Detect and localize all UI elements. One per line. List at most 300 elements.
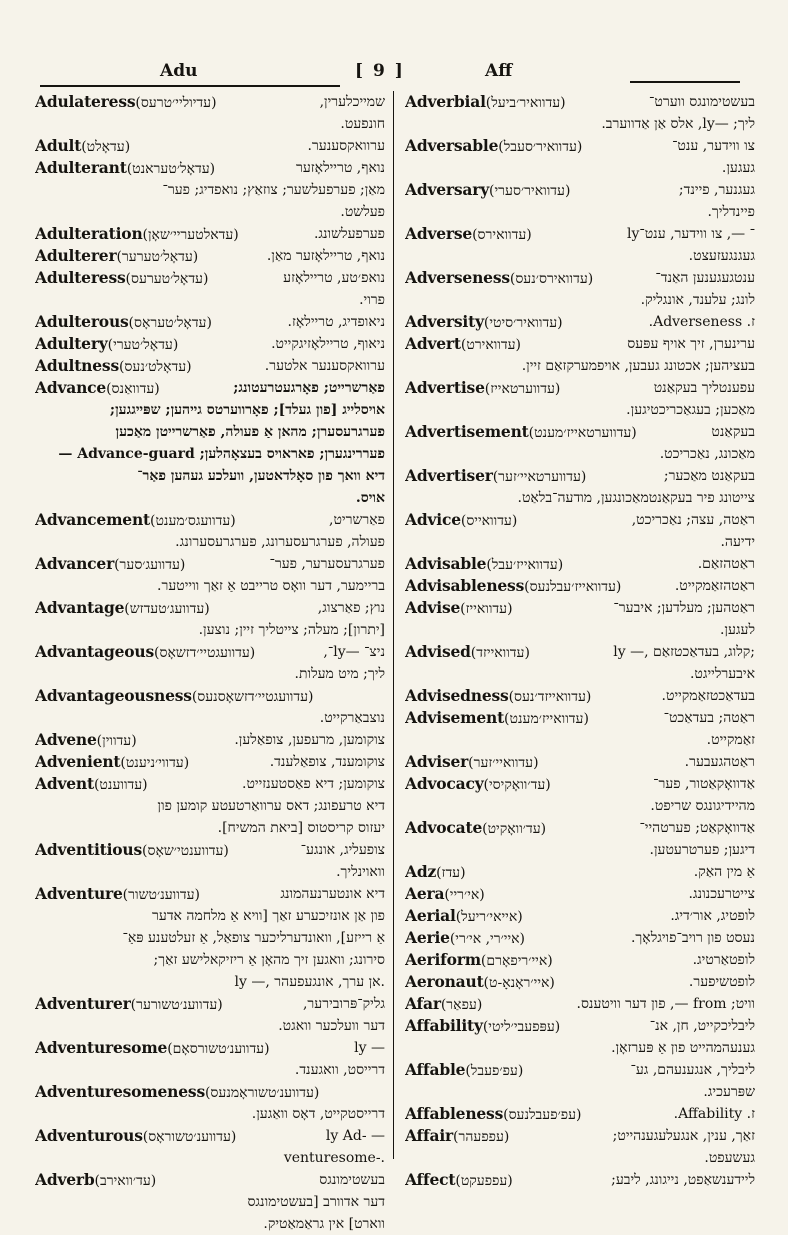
headword: Advance [35,378,107,397]
entry-head [35,1081,324,1103]
entry-first-line [405,927,755,949]
headword: Advent [35,774,94,793]
entry-first-line [405,377,755,399]
headword: Adversity [405,312,484,331]
entry-head [405,553,568,575]
pronunciation: (עדוואירס׳נעס) [509,271,598,287]
dictionary-entry [405,597,755,641]
definition-continuation: שפּרעכיג. [703,1084,755,1100]
entry-first-line [35,311,385,333]
definition-continuation: מאַכונג, נאַכריכט. [659,446,755,462]
dictionary-entry [405,465,755,509]
entry-first-line [35,157,385,179]
entry-first-line [405,333,755,355]
entry-first-line [405,861,755,883]
entry-head [35,267,213,289]
entry-first-line [405,883,755,905]
entry-first-line [405,773,755,795]
definition-continuation: מהיידיגונגס שריפט. [650,798,755,814]
pronunciation: (עדווערטאיי׳זער) [492,469,591,485]
entry-head [35,641,260,663]
entry-first-line [405,1125,755,1147]
definition-continuation: פעררינגערן; פאראויס בעצאָהלען; Advance-guard — [58,446,385,462]
headword: Adverse [405,224,473,243]
definition-continuation: צייטונג פיר בעקאַנטמאַכונגען, מודעה־בלאַט. [517,490,755,506]
pronunciation: (איי׳ריפאָרם) [480,953,558,969]
pronunciation: (עדווענט) [93,777,153,793]
entry-head [405,817,551,839]
definition-continuation: ידיעה. [720,534,755,550]
dictionary-entry [35,597,385,641]
entry-head [405,135,587,157]
headword: Aera [405,884,445,903]
dictionary-entry [405,707,755,751]
headword: Advertiser [405,466,493,485]
entry-first-line [405,751,755,773]
page-number: [ 9 ] [355,61,405,81]
dictionary-entry [35,685,385,729]
definition: פאַרשרייט; פאָרגעטרעטונג; [233,380,385,396]
entry-first-line [35,91,385,113]
dictionary-entry [405,377,755,421]
dictionary-entry [35,157,385,223]
headword: Advancement [35,510,150,529]
entry-first-line [405,575,755,597]
entry-head [405,311,567,333]
definition-continuation: אויס. [355,490,385,506]
entry-first-line [405,641,755,663]
entry-head [405,1015,565,1037]
definition: ly —, קלוג, בעדאַכטזאַם; [613,644,755,660]
headword: Advisable [405,554,487,573]
definition: צוקומענד, צופאַלענד. [269,754,385,770]
pronunciation: (עדווענטי׳שאָס) [142,843,234,859]
dictionary-entry [405,135,755,179]
dictionary-entry [35,839,385,883]
headword: Adverbial [405,92,486,111]
headword: Advantageousness [35,686,192,705]
headword: Advert [405,334,461,353]
definition-continuation: פרוי. [359,292,385,308]
dictionary-entry [35,333,385,355]
definition: ז. Affability. [673,1106,755,1122]
dictionary-entry [35,91,385,135]
dictionary-entry [35,311,385,333]
header-rule [40,85,340,87]
definition-continuation: מאַכען; בעגאַכריכטיגען. [626,402,755,418]
dictionary-entry [405,333,755,377]
headword: Advantageous [35,642,155,661]
definition-continuation: דיגען; פערטרעטען. [649,842,755,858]
dictionary-entry [405,949,755,971]
definition-continuation: פעולה, פערגרעסערונג, פערגרעסערונג. [175,534,385,550]
definition-continuation: פון אַן אונזיכערע זאַך [וויא אַ מלחמה אדער [152,908,385,924]
definition-continuation: בעציהען; אכטונג געבען, אויפמערקזאַם זיין. [521,358,755,374]
pronunciation: (עפפעקט) [455,1173,518,1189]
entry-first-line [35,377,385,399]
definition: דיא אונטערנעהמונג [280,886,385,902]
entry-first-line [35,993,385,1015]
entry-first-line [405,1015,755,1037]
headword: Affect [405,1170,456,1189]
entry-head [405,465,591,487]
headword: Adz [405,862,437,881]
dictionary-page [30,55,760,1232]
entry-first-line [35,1081,385,1103]
definition: ערוואקסענער. [307,138,385,154]
entry-head [35,553,190,575]
headword: Adverb [35,1170,95,1189]
definition-continuation: בריימער, דער וואָס טרייבט אַ זאַך ווייטער. [157,578,385,594]
definition-continuation: נוצבאַרקייט. [319,710,385,726]
entry-head [405,223,536,245]
pronunciation: (עדאָל׳טערי) [107,337,183,353]
entry-head [35,993,227,1015]
pronunciation: (עד׳וואָקיט) [482,821,551,837]
entry-first-line [35,729,385,751]
entry-head [35,751,194,773]
pronunciation: (עדוועגטיי׳דזשאָסנעס) [191,689,318,705]
definition-continuation: סירונג; וואגען זיך מהאָן אַ ריזיקאלישע זאַך; [153,952,385,968]
dictionary-entry [35,773,385,839]
pronunciation: (עדוואירט) [460,337,526,353]
entry-first-line [35,597,385,619]
headword: Advisableness [405,576,525,595]
headword: Advenient [35,752,121,771]
definition: נואפ׳טע, טריילאָזע [283,270,385,286]
entry-first-line [405,553,755,575]
entry-head [405,993,487,1015]
pronunciation: (עדוועג׳טעדזש) [124,601,215,617]
definition: ראַטה, עצה; נאַכריכט, [631,512,755,528]
dictionary-entry [405,1125,755,1169]
header-guide-word-right: Aff [485,61,513,81]
definition: ניאוף, טריילאָזיגקייט. [271,336,385,352]
dictionary-entry [405,817,755,861]
entry-first-line [405,817,755,839]
pronunciation: (עפ׳פעבל) [465,1063,528,1079]
pronunciation: (עדווי׳ניענט) [120,755,194,771]
definition-continuation: ווארט] אין גראַמאַטיק. [263,1216,385,1232]
entry-first-line [405,267,755,289]
headword: Adverseness [405,268,510,287]
entry-head [35,883,204,905]
definition-continuation: אויסלייג [פון געלד]; פאָרווערטס גײהען; שפּײגגען; [109,402,385,418]
entry-head [35,311,216,333]
pronunciation: (איי׳רי, אי׳רי) [449,931,530,947]
definition: פערפעלשונג. [313,226,385,242]
entry-first-line [35,223,385,245]
definition-continuation: געגען. [721,160,755,176]
entry-first-line [35,751,385,773]
dictionary-entry [405,179,755,223]
entry-first-line [35,267,385,289]
definition-continuation: אַ רייזע], וואונדערליכער צופאַל, אַ זעלטענע פּאַ־ [122,930,385,946]
dictionary-entry [405,641,755,685]
definition: נעסט פון רויב־פויגלאָך. [630,930,755,946]
dictionary-entry [405,971,755,993]
definition-continuation: לונג; עלענד, אונגליק. [640,292,755,308]
definition: עפענטליך בעקאַנט [653,380,755,396]
entry-head [405,1059,528,1081]
entry-first-line [405,91,755,113]
dictionary-entry [405,509,755,553]
pronunciation: (עדאָל׳טערער) [116,249,203,265]
headword: Advantage [35,598,125,617]
headword: Adultery [35,334,108,353]
entry-head [405,927,529,949]
definition: ly — [354,1040,385,1056]
dictionary-entry [405,1059,755,1103]
entry-first-line [405,179,755,201]
entry-head [35,91,221,113]
definition: בעשטימונגס ווערט־ [649,94,755,110]
headword: Advocate [405,818,483,837]
definition: לופטשיפער. [688,974,755,990]
entry-head [35,729,141,751]
entry-first-line [405,1059,755,1081]
pronunciation: (עדוואיר׳ביעל) [485,95,571,111]
entry-head [35,1037,274,1059]
headword: Aeronaut [405,972,484,991]
definition-continuation: פערגרעסערן; מהאן אַ פעולה, פאַרשרייטן מאַכען [115,424,385,440]
entry-head [405,1103,586,1125]
headword: Aerie [405,928,450,947]
headword: Advancer [35,554,115,573]
pronunciation: (עדווערטאייז׳מענט) [528,425,642,441]
pronunciation: (עדאָל׳טערעס) [125,271,213,287]
definition: שמייכלערין, [319,94,385,110]
headword: Adventuresomeness [35,1082,205,1101]
definition-continuation: ליך; מיט מעלות. [294,666,385,682]
dictionary-entry [405,751,755,773]
definition-continuation: איבערלייגט. [689,666,755,682]
pronunciation: (עדז) [436,865,471,881]
definition: בעשטימונגס [319,1172,385,1188]
pronunciation: (עדוואַנס) [106,381,165,397]
headword: Affability [405,1016,483,1035]
entry-head [35,223,243,245]
dictionary-entry [35,1037,385,1081]
dictionary-entry [405,311,755,333]
definition: ly Ad- — [325,1128,385,1144]
entry-first-line [35,641,385,663]
entry-head [405,641,534,663]
entry-head [405,1125,514,1147]
dictionary-entry [35,509,385,553]
pronunciation: (עדאָלט׳נעס) [118,359,197,375]
dictionary-entry [405,575,755,597]
headword: Adventure [35,884,123,903]
dictionary-entry [35,245,385,267]
pronunciation: (עדאָל׳טעראנט) [126,161,220,177]
dictionary-entry [35,267,385,311]
definition: ראַטה; בעדאַכט־ [663,710,755,726]
entry-first-line [405,597,755,619]
headword: Adulateress [35,92,136,111]
entry-head [405,421,641,443]
entry-first-line [405,509,755,531]
dictionary-entry [35,641,385,685]
pronunciation: (עפ׳פעבלנעס) [503,1107,586,1123]
entry-first-line [405,135,755,157]
pronunciation: (עדווענ׳טשורסאָם) [167,1041,275,1057]
definition: אַדוואָקאַט; פערטהיי־ [639,820,755,836]
headword: Advertise [405,378,485,397]
pronunciation: (עדווענ׳טשור) [122,887,205,903]
entry-head [405,905,527,927]
definition: ly־ —, צו ווידער, ענט־ [626,226,755,242]
entry-head [35,1169,161,1191]
dictionary-entry [35,883,385,993]
entry-head [35,245,203,267]
definition-continuation: גענעהמהייט פון אַ פּערזאָן. [611,1040,755,1056]
definition: ראַטהגעבער. [684,754,755,770]
dictionary-entry [405,223,755,267]
headword: Adventurous [35,1126,143,1145]
pronunciation: (עדאָל׳טעראָס) [128,315,217,331]
headword: Affair [405,1126,453,1145]
definition: פערגרעסערער, פער־ [269,556,385,572]
definition-continuation: חונפעט. [340,116,385,132]
definition: ליידענשאַפט, נייגונג, ליבע; [611,1172,755,1188]
headword: Advice [405,510,461,529]
pronunciation: (עדוואייז) [460,601,517,617]
definition-continuation: געגנגעזעצט. [688,248,755,264]
pronunciation: (עד׳וואָקיסי) [483,777,556,793]
definition: ראַטהען; מעלדען; איבער־ [613,600,755,616]
pronunciation: (עדווין) [96,733,142,749]
dictionary-entry [35,377,385,509]
headword: Adulterer [35,246,117,265]
headword: Aeriform [405,950,481,969]
pronunciation: (עדיוליי׳טרעס) [135,95,222,111]
entry-head [405,597,517,619]
definition-continuation: ly —, אן ערך, אונגעפעהר. [234,974,385,990]
entry-first-line [35,1125,385,1147]
definition-continuation: געשעפט. [704,1150,755,1166]
headword: Adultness [35,356,119,375]
dictionary-entry [405,993,755,1015]
pronunciation: (עדוואייז׳מענט) [504,711,594,727]
entry-first-line [405,421,755,443]
dictionary-entry [405,927,755,949]
definition-continuation: [יתרון]; מעלה; צייטליך זיין; נוצען. [198,622,385,638]
entry-head [405,377,565,399]
headword: Affableness [405,1104,504,1123]
headword: Adviser [405,752,469,771]
dictionary-entry [405,685,755,707]
entry-first-line [35,773,385,795]
entry-head [405,773,555,795]
dictionary-entry [35,223,385,245]
dictionary-entry [35,729,385,751]
dictionary-entry [35,1081,385,1125]
pronunciation: (איי׳ראָנאָ-ט) [483,975,560,991]
pronunciation: (עדוואייזד׳נעס) [508,689,596,705]
pronunciation: (עד׳וואירב) [94,1173,161,1189]
pronunciation: (עדווענ׳טשורער) [130,997,228,1013]
pronunciation: (עדוואייז׳עבל) [486,557,568,573]
entry-head [405,91,570,113]
dictionary-entry [35,355,385,377]
entry-first-line [405,1103,755,1125]
entry-first-line [405,707,755,729]
pronunciation: (עדוואייז׳עבלנעס) [524,579,626,595]
definition-continuation: לעגען. [719,622,755,638]
entry-head [405,707,593,729]
entry-head [35,839,233,861]
dictionary-entry [405,773,755,817]
entry-first-line [405,949,755,971]
definition-continuation: venturesome-. [283,1150,385,1166]
dictionary-entry [405,1015,755,1059]
definition: געגנער, פיינד; [678,182,755,198]
definition-continuation: דיא טרעפונג; דאס ערוואַרטעטע קומען פון [157,798,385,814]
definition-continuation: וואוינליך. [336,864,385,880]
column-divider [393,91,394,1159]
definition-continuation: זאַמקייט. [706,732,755,748]
pronunciation: (עדוואיר׳סעבל) [498,139,587,155]
dictionary-entry [405,1103,755,1125]
entry-head [35,685,318,707]
definition: צוקומען, מרעפען, צופאַלען. [234,732,385,748]
entry-first-line [405,311,755,333]
headword: Adulteress [35,268,126,287]
headword: Adventitious [35,840,143,859]
definition: ראַטהזאַם. [697,556,755,572]
entry-first-line [405,465,755,487]
definition: נואף, טריילאָזער [295,160,385,176]
definition-continuation: דרייסט, וואגענד. [294,1062,385,1078]
headword: Adversable [405,136,499,155]
pronunciation: (עדוועגטיי׳דזשאָס) [154,645,260,661]
definition: בעדאַכטזאַמקייט. [661,688,755,704]
pronunciation: (עפאַר) [440,997,487,1013]
entry-head [405,267,598,289]
entry-head [405,179,575,201]
headword: Advocacy [405,774,484,793]
pronunciation: (עדוואיי׳זער) [468,755,543,771]
entry-head [35,1125,241,1147]
definition-continuation: יעזוס קריסטוס [ביאת המשיח]. [217,820,385,836]
definition-continuation: דיא וואך פון סאָלדאטען, וועלכע געהען פאַר־ [137,468,385,484]
definition-continuation: פיינדליך. [707,204,755,220]
entry-first-line [35,883,385,905]
pronunciation: (עפּפעבי׳ליטי) [482,1019,565,1035]
definition-continuation: דער וועלכער וואגט. [278,1018,385,1034]
entry-head [405,861,470,883]
definition: ענטגעגענען האַנד־ [655,270,755,286]
pronunciation: (עדוואייס) [460,513,522,529]
headword: Advised [405,642,471,661]
dictionary-entry [405,1169,755,1191]
entry-first-line [405,971,755,993]
header-guide-word-left: Adu [160,61,198,81]
headword: Adventurer [35,994,131,1013]
headword: Adult [35,136,82,155]
pronunciation: (עפפעהר) [453,1129,514,1145]
headword: Adventuresome [35,1038,168,1057]
entry-first-line [405,685,755,707]
pronunciation: (עדאלטעריי׳שאָן) [142,227,244,243]
entry-head [35,509,240,531]
definition: לופטאַרטיג. [692,952,755,968]
headword: Advisedness [405,686,509,705]
pronunciation: (עדוואייזד) [470,645,535,661]
dictionary-entry [35,1125,385,1169]
dictionary-entry [405,91,755,135]
